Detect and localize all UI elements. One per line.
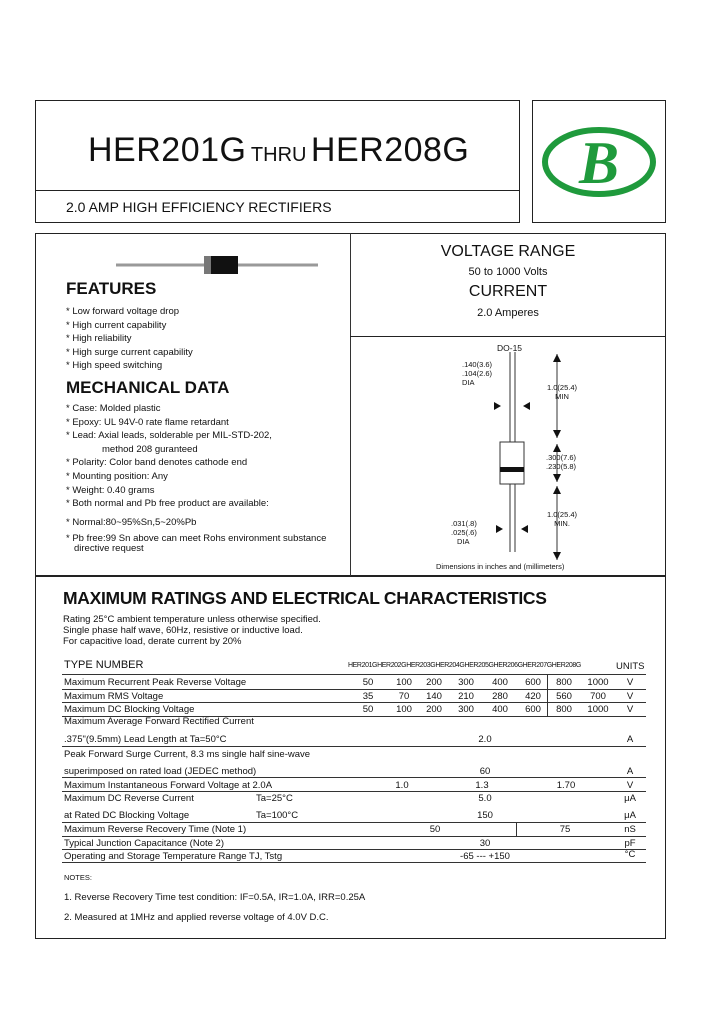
row-label-vrms: Maximum RMS Voltage bbox=[64, 691, 164, 702]
row-label-vf: Maximum Instantaneous Forward Voltage at 2.0A bbox=[64, 780, 273, 791]
title-box bbox=[35, 100, 520, 223]
vrms-value: 35 bbox=[362, 691, 374, 702]
features-list bbox=[66, 305, 193, 373]
cj-value: 30 bbox=[479, 838, 491, 849]
list-item: * High speed switching bbox=[66, 360, 163, 372]
title-part2: HER208G bbox=[310, 131, 470, 169]
ratings-heading: MAXIMUM RATINGS AND ELECTRICAL CHARACTERISTICS bbox=[63, 588, 547, 608]
lead-diameter-dim: .140(3.6) .104(2.6) DIA bbox=[462, 360, 493, 387]
table-rule bbox=[62, 702, 646, 703]
table-rule bbox=[62, 849, 646, 850]
list-item: * High surge current capability bbox=[66, 346, 193, 358]
bottom-lead-length-dim: 1.0(25.4) MIN. bbox=[547, 510, 578, 528]
row-label-io: Maximum Average Forward Rectified Current bbox=[64, 716, 254, 727]
row-label-trr: Maximum Reverse Recovery Time (Note 1) bbox=[64, 824, 247, 835]
trr-value: 75 bbox=[559, 824, 571, 835]
row-label-ir: Maximum DC Reverse Current bbox=[64, 793, 194, 804]
column-headers bbox=[348, 662, 581, 669]
ir-condition: Ta=25°C bbox=[256, 793, 293, 804]
vf-value: 1.0 bbox=[395, 780, 409, 791]
note-1: 1. Reverse Recovery Time test condition: IF=0.5A, IR=1.0A, IRR=0.25A bbox=[64, 892, 366, 903]
ir-unit: μA bbox=[624, 810, 636, 821]
mechanical-heading: MECHANICAL DATA bbox=[66, 378, 230, 397]
wire-diameter-dim: .031(.8) .025(.6) DIA bbox=[451, 519, 477, 546]
row-label-vrrm: Maximum Recurrent Peak Reverse Voltage bbox=[64, 677, 247, 688]
vf-unit: V bbox=[626, 780, 634, 791]
row-label-io-cond: .375"(9.5mm) Lead Length at Ta=50°C bbox=[64, 734, 227, 745]
vrrm-value: 300 bbox=[458, 677, 474, 688]
vrrm-value: 600 bbox=[525, 677, 541, 688]
page-subtitle: 2.0 AMP HIGH EFFICIENCY RECTIFIERS bbox=[66, 199, 332, 215]
list-item: * Case: Molded plastic bbox=[66, 403, 161, 414]
list-item: * Epoxy: UL 94V-0 rate flame retardant bbox=[66, 416, 229, 428]
column-header: HER207G bbox=[522, 662, 552, 669]
trr-value: 50 bbox=[429, 824, 441, 835]
tj-unit: °C bbox=[624, 849, 636, 860]
list-item: method 208 guranteed bbox=[102, 443, 198, 455]
diode-illustration bbox=[112, 255, 332, 275]
list-item: * Normal:80~95%Sn,5~20%Pb bbox=[66, 516, 197, 528]
vdc-value: 200 bbox=[426, 704, 442, 715]
row-label-ir-rated: at Rated DC Blocking Voltage bbox=[64, 810, 190, 821]
range-divider bbox=[350, 336, 666, 337]
table-rule bbox=[62, 689, 646, 690]
current-title: CURRENT bbox=[468, 283, 548, 300]
vrrm-value: 1000 bbox=[587, 677, 609, 688]
note-2: 2. Measured at 1MHz and applied reverse voltage of 4.0V D.C. bbox=[64, 912, 329, 923]
package-label: DO-15 bbox=[497, 343, 523, 353]
column-header: HER203G bbox=[406, 662, 436, 669]
vrrm-value: 200 bbox=[426, 677, 442, 688]
cj-unit: pF bbox=[624, 838, 636, 849]
ir-value: 150 bbox=[477, 810, 493, 821]
current-value: 2.0 Amperes bbox=[477, 307, 539, 319]
column-header: HER202G bbox=[377, 662, 407, 669]
vrms-value: 140 bbox=[426, 691, 442, 702]
io-unit: A bbox=[626, 734, 634, 745]
vdc-value: 600 bbox=[525, 704, 541, 715]
list-item: * High reliability bbox=[66, 333, 132, 345]
column-header: HER206G bbox=[493, 662, 523, 669]
table-rule bbox=[62, 777, 646, 778]
header-divider bbox=[36, 190, 519, 191]
notes-heading: NOTES: bbox=[64, 873, 92, 882]
table-rule bbox=[62, 746, 646, 747]
vrms-value: 700 bbox=[590, 691, 606, 702]
vrms-value: 560 bbox=[556, 691, 572, 702]
ir-unit: μA bbox=[624, 793, 636, 804]
body-length-dim: .300(7.6) .230(5.8) bbox=[546, 453, 577, 471]
mechanical-list bbox=[66, 402, 326, 554]
logo-letter: B bbox=[578, 130, 620, 196]
vdc-value: 300 bbox=[458, 704, 474, 715]
voltage-range-value: 50 to 1000 Volts bbox=[468, 266, 548, 278]
vrrm-value: 100 bbox=[396, 677, 412, 688]
list-item: * Weight: 0.40 grams bbox=[66, 484, 155, 496]
list-item: * Low forward voltage drop bbox=[66, 306, 180, 317]
list-item: directive request bbox=[74, 543, 144, 555]
logo-box bbox=[532, 100, 666, 223]
ir-condition: Ta=100°C bbox=[256, 810, 299, 821]
top-lead-length-dim: 1.0(25.4) MIN bbox=[547, 383, 578, 401]
tj-value: -65 --- +150 bbox=[460, 851, 510, 862]
table-rule bbox=[62, 836, 646, 837]
column-header: HER204G bbox=[435, 662, 465, 669]
ir-value: 5.0 bbox=[478, 793, 492, 804]
vrrm-value: 400 bbox=[492, 677, 508, 688]
vdc-unit: V bbox=[626, 704, 634, 715]
vdc-value: 800 bbox=[556, 704, 572, 715]
row-label-tj: Operating and Storage Temperature Range TJ, Tstg bbox=[64, 851, 283, 862]
ifsm-unit: A bbox=[626, 766, 634, 777]
vrrm-value: 50 bbox=[362, 677, 374, 688]
column-header: HER205G bbox=[464, 662, 494, 669]
table-divider bbox=[516, 822, 517, 836]
row-label-vdc: Maximum DC Blocking Voltage bbox=[64, 704, 195, 715]
vrms-value: 70 bbox=[398, 691, 410, 702]
title-thru: THRU bbox=[250, 144, 307, 166]
table-rule bbox=[62, 791, 646, 792]
vf-value: 1.3 bbox=[475, 780, 489, 791]
dimensions-caption: Dimensions in inches and (millimeters) bbox=[436, 562, 565, 571]
list-item: * High current capability bbox=[66, 319, 167, 331]
table-rule bbox=[62, 862, 646, 863]
vrms-value: 420 bbox=[525, 691, 541, 702]
list-item: * Lead: Axial leads, solderable per MIL-STD-202, bbox=[66, 430, 272, 442]
ifsm-value: 60 bbox=[479, 766, 491, 777]
vdc-value: 1000 bbox=[587, 704, 609, 715]
trr-unit: nS bbox=[624, 824, 636, 835]
row-label-ifsm-cond: superimposed on rated load (JEDEC method) bbox=[64, 766, 257, 777]
features-heading: FEATURES bbox=[66, 279, 157, 298]
vrrm-value: 800 bbox=[556, 677, 572, 688]
list-item: * Pb free:99 Sn above can meet Rohs environment substance bbox=[66, 533, 327, 545]
table-rule bbox=[62, 822, 646, 823]
brand-logo bbox=[533, 101, 665, 222]
type-number-label: TYPE NUMBER bbox=[64, 659, 144, 671]
vf-value: 1.70 bbox=[556, 780, 576, 791]
vdc-value: 100 bbox=[396, 704, 412, 715]
ratings-conditions: Rating 25°C ambient temperature unless otherwise specified. Single phase half wave, 60Hz, resistive or inductive load. For capacitive load, derate current by 20% bbox=[63, 614, 321, 647]
vdc-value: 50 bbox=[362, 704, 374, 715]
vrms-value: 210 bbox=[458, 691, 474, 702]
vrms-value: 280 bbox=[492, 691, 508, 702]
vrrm-unit: V bbox=[626, 677, 634, 688]
io-value: 2.0 bbox=[478, 734, 492, 745]
title-part1: HER201G bbox=[88, 131, 247, 169]
vrms-unit: V bbox=[626, 691, 634, 702]
row-label-ifsm: Peak Forward Surge Current, 8.3 ms single half sine-wave bbox=[64, 749, 311, 760]
list-item: * Mounting position: Any bbox=[66, 470, 168, 482]
list-item: * Both normal and Pb free product are available: bbox=[66, 498, 269, 510]
list-item: * Polarity: Color band denotes cathode end bbox=[66, 457, 248, 469]
row-label-cj: Typical Junction Capacitance (Note 2) bbox=[64, 838, 224, 849]
column-header: HER201G bbox=[348, 662, 378, 669]
units-header: UNITS bbox=[616, 661, 645, 672]
page-title bbox=[88, 131, 469, 170]
column-header: HER208G bbox=[551, 662, 581, 669]
voltage-range-title: VOLTAGE RANGE bbox=[440, 243, 576, 260]
table-rule bbox=[62, 674, 646, 675]
vdc-value: 400 bbox=[492, 704, 508, 715]
